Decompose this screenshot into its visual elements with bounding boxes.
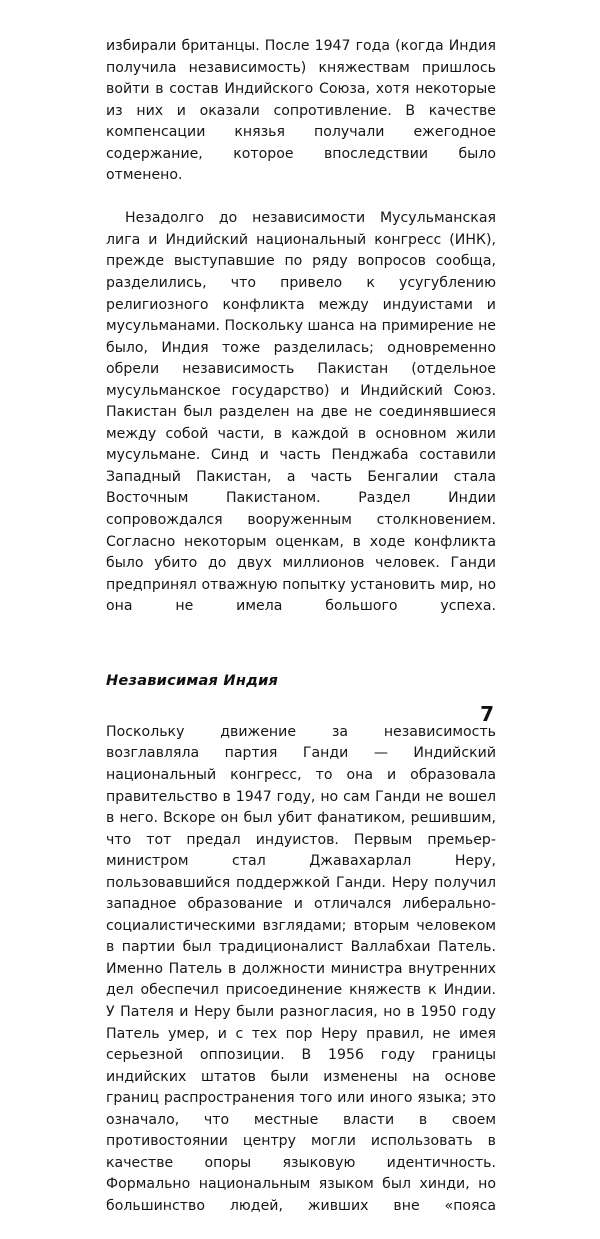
paragraph-1: избирали британцы. После 1947 года (когда Индия получила независимость) княжествам пришлось войти в состав Индийского Союза, хотя некоторые из них и оказали сопротивление. В качестве компенсации князья получали ежегодное содержание, которое впоследствии было отменено. <box>106 38 496 184</box>
text-column <box>106 36 496 1239</box>
spacer-before-heading <box>106 639 496 670</box>
paragraph-2: Незадолго до независимости Мусульманская лига и Индийский национальный конгресс (ИНК), прежде выступавшие по ряду вопросов сообща, разделились, что привело к усугублению религиозного конфликта между индуистами и мусульманами. Поскольку шанса на примирение не было, Индия тоже разделилась; одновременно обрели независимость Пакистан (отдельное мусульманское государство) и Индийский Союз. Пакистан был разделен на две не соединявшиеся между собой части, в каждой в основном жили мусульмане. Синд и часть Пенджаба составили Западный Пакистан, а часть Бенгалии стала Восточным Пакистаном. Раздел Индии сопровождался вооруженным столкновением. Согласно некоторым оценкам, в ходе конфликта было убито до двух миллионов человек. Ганди предпринял отважную попытку установить мир, но она не имела большого успеха. <box>106 210 496 615</box>
paragraph-3: Поскольку движение за независимость возглавляла партия Ганди — Индийский национальный конгресс, то она и образовала правительство в 1947 году, но сам Ганди не вошел в него. Вскоре он был убит фанатиком, решившим, что тот предал индуистов. Первым премьер-министром стал Джавахарлал Неру, пользовавшийся поддержкой Ганди. Неру получил западное образование и отличался либерально-социалистическими взглядами; вторым человеком в партии был традиционалист Валлабхаи Патель. Именно Патель в должности министра внутренних дел обеспечил присоединение княжеств к Индии. У Пателя и Неру были разногласия, но в 1950 году Патель умер, и с тех пор Неру правил, не имея серьезной оппозиции. В 1956 году границы индийских штатов были изменены на основе границ распространения того или иного языка; это означало, что местные власти в своем противостоянии центру могли использовать в качестве опоры языковую идентичность. Формально национальным языком был хинди, но большинство людей, живших вне «пояса <box>106 723 496 1214</box>
spacer-after-heading <box>106 692 496 722</box>
page-number: 7 <box>480 702 494 726</box>
section-heading: Независимая Индия <box>106 672 279 690</box>
